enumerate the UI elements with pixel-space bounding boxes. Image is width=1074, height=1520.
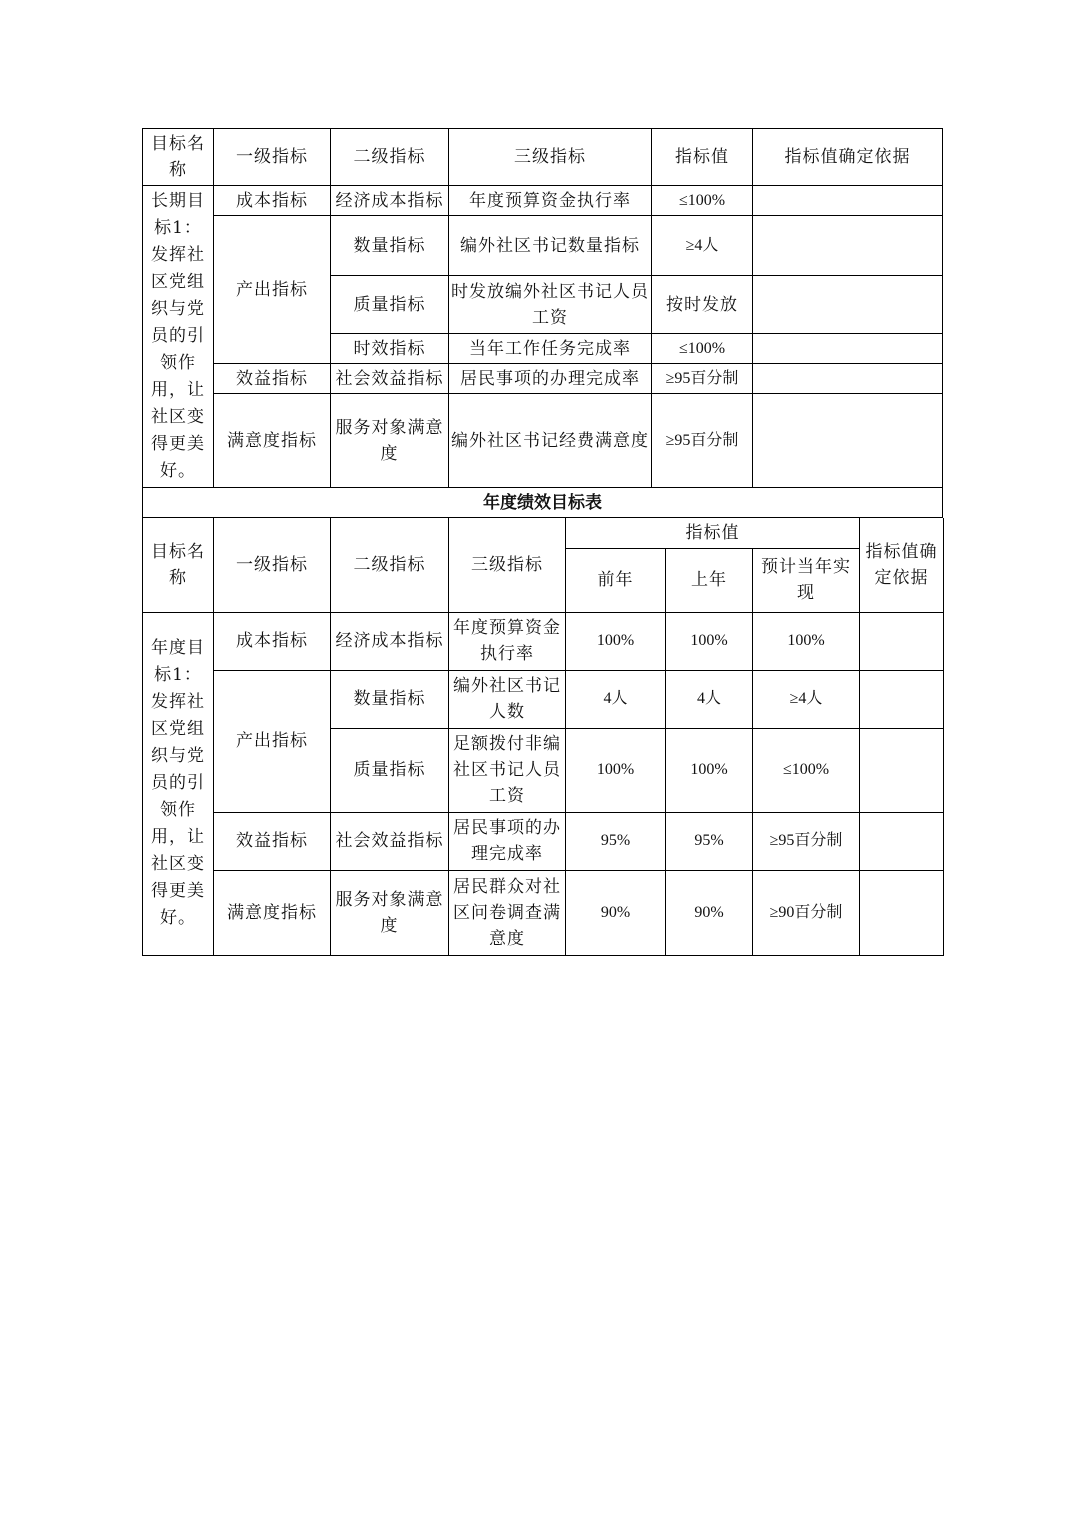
cell-level1: 产出指标 (214, 670, 331, 812)
cell-value: ≥95百分制 (652, 364, 753, 394)
section-title-row (143, 488, 943, 518)
cell-level3: 年度预算资金执行率 (449, 612, 566, 670)
table-header-row (143, 518, 944, 548)
table-row (143, 670, 944, 728)
cell-level3: 当年工作任务完成率 (449, 334, 652, 364)
cell-last-year: 95% (666, 812, 753, 870)
cell-last-year: 90% (666, 870, 753, 955)
table-row (143, 216, 943, 276)
cell-expected: ≥4人 (753, 670, 860, 728)
table-row (143, 812, 944, 870)
annual-goal-name: 年度目标1：发挥社区党组织与党员的引领作用，让社区变得更美好。 (143, 612, 214, 955)
cell-expected: 100% (753, 612, 860, 670)
cell-level3: 居民事项的办理完成率 (449, 364, 652, 394)
annual-section-title: 年度绩效目标表 (143, 488, 943, 518)
header-level3: 三级指标 (449, 129, 652, 186)
header-level1: 一级指标 (214, 129, 331, 186)
cell-prev-year: 100% (566, 612, 666, 670)
cell-expected: ≥90百分制 (753, 870, 860, 955)
cell-prev-year: 95% (566, 812, 666, 870)
cell-level2: 经济成本指标 (331, 612, 449, 670)
table-row (143, 186, 943, 216)
cell-level2: 数量指标 (331, 216, 449, 276)
header-basis: 指标值确定依据 (860, 518, 944, 612)
cell-level1: 产出指标 (214, 216, 331, 364)
cell-level1: 成本指标 (214, 612, 331, 670)
cell-level1: 成本指标 (214, 186, 331, 216)
header-level3: 三级指标 (449, 518, 566, 612)
cell-level3: 足额拨付非编社区书记人员工资 (449, 728, 566, 812)
header-goal-name: 目标名称 (143, 129, 214, 186)
cell-level1: 效益指标 (214, 812, 331, 870)
cell-level3: 编外社区书记数量指标 (449, 216, 652, 276)
cell-last-year: 100% (666, 728, 753, 812)
cell-value: ≥95百分制 (652, 394, 753, 488)
header-value-group: 指标值 (566, 518, 860, 548)
header-level2: 二级指标 (331, 129, 449, 186)
cell-last-year: 4人 (666, 670, 753, 728)
cell-basis (753, 216, 943, 276)
header-level1: 一级指标 (214, 518, 331, 612)
cell-value: ≤100% (652, 186, 753, 216)
cell-level3: 编外社区书记人数 (449, 670, 566, 728)
annual-goal-table (142, 518, 944, 956)
cell-level3: 时发放编外社区书记人员工资 (449, 276, 652, 334)
cell-level2: 质量指标 (331, 276, 449, 334)
cell-level2: 数量指标 (331, 670, 449, 728)
cell-basis (753, 186, 943, 216)
cell-basis (753, 394, 943, 488)
cell-expected: ≤100% (753, 728, 860, 812)
cell-level2: 经济成本指标 (331, 186, 449, 216)
table-row (143, 364, 943, 394)
cell-level2: 社会效益指标 (331, 812, 449, 870)
table-row (143, 870, 944, 955)
header-prev-year: 前年 (566, 548, 666, 612)
cell-basis (860, 812, 944, 870)
table-row (143, 612, 944, 670)
cell-prev-year: 4人 (566, 670, 666, 728)
cell-level2: 社会效益指标 (331, 364, 449, 394)
cell-level2: 时效指标 (331, 334, 449, 364)
cell-basis (860, 670, 944, 728)
cell-level1: 效益指标 (214, 364, 331, 394)
cell-prev-year: 90% (566, 870, 666, 955)
cell-level3: 居民群众对社区问卷调查满意度 (449, 870, 566, 955)
cell-level2: 服务对象满意度 (331, 870, 449, 955)
cell-last-year: 100% (666, 612, 753, 670)
cell-prev-year: 100% (566, 728, 666, 812)
cell-value: ≤100% (652, 334, 753, 364)
cell-basis (753, 276, 943, 334)
table-header-row (143, 129, 943, 186)
cell-basis (860, 728, 944, 812)
header-value: 指标值 (652, 129, 753, 186)
header-expected: 预计当年实现 (753, 548, 860, 612)
header-goal-name: 目标名称 (143, 518, 214, 612)
header-level2: 二级指标 (331, 518, 449, 612)
cell-value: ≥4人 (652, 216, 753, 276)
table-row (143, 394, 943, 488)
cell-level3: 年度预算资金执行率 (449, 186, 652, 216)
cell-basis (753, 334, 943, 364)
cell-expected: ≥95百分制 (753, 812, 860, 870)
cell-level2: 服务对象满意度 (331, 394, 449, 488)
cell-basis (860, 612, 944, 670)
header-basis: 指标值确定依据 (753, 129, 943, 186)
cell-level1: 满意度指标 (214, 394, 331, 488)
cell-level3: 居民事项的办理完成率 (449, 812, 566, 870)
header-last-year: 上年 (666, 548, 753, 612)
cell-level3: 编外社区书记经费满意度 (449, 394, 652, 488)
cell-basis (753, 364, 943, 394)
long-term-goal-name: 长期目标1：发挥社区党组织与党员的引领作用，让社区变得更美好。 (143, 186, 214, 488)
long-term-goal-table (142, 128, 943, 518)
cell-value: 按时发放 (652, 276, 753, 334)
cell-level1: 满意度指标 (214, 870, 331, 955)
cell-basis (860, 870, 944, 955)
cell-level2: 质量指标 (331, 728, 449, 812)
performance-document (142, 128, 942, 956)
